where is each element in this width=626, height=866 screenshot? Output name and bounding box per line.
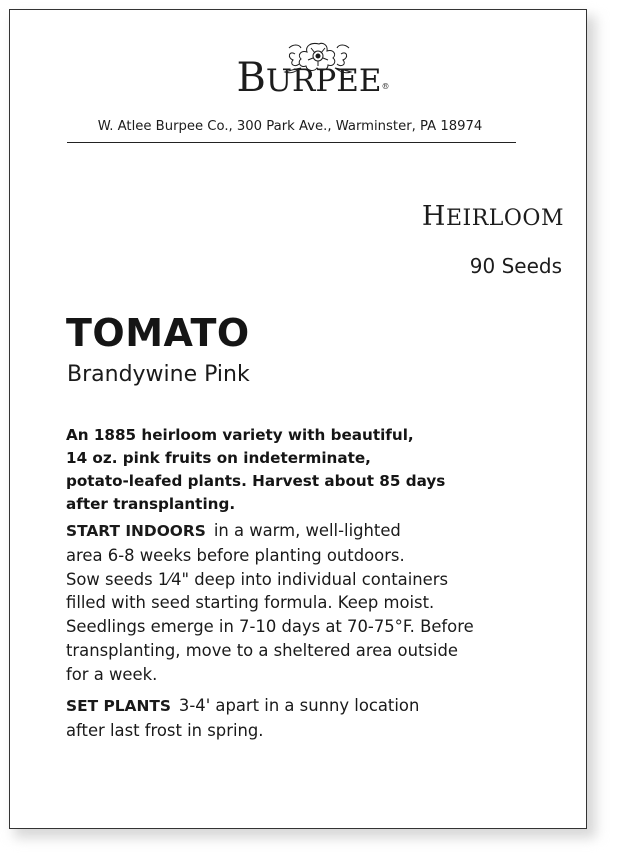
set-plants-text: 3-4' apart in a sunny location <box>178 696 420 715</box>
set-plants-section <box>66 694 546 743</box>
heirloom-cap: H <box>421 201 446 232</box>
start-indoors-line: Seedlings emerge in 7-10 days at 70-75°F. Before <box>66 617 474 637</box>
description-line: after transplanting. <box>66 495 236 513</box>
set-plants-heading: SET PLANTS <box>66 697 171 715</box>
set-plants-line: after last frost in spring. <box>66 720 264 740</box>
header-divider <box>67 142 516 143</box>
description-line: 14 oz. pink fruits on indeterminate, <box>66 449 371 467</box>
brand-first-letter: B <box>236 55 266 101</box>
start-indoors-first-line <box>66 519 546 544</box>
company-address: W. Atlee Burpee Co., 300 Park Ave., Warminster, PA 18974 <box>97 119 483 134</box>
start-indoors-text: in a warm, well-lighted <box>213 521 401 540</box>
start-indoors-section <box>66 519 546 687</box>
start-indoors-line: for a week. <box>66 664 158 684</box>
seed-count: 90 Seeds <box>469 254 562 278</box>
product-title: TOMATO <box>66 311 250 355</box>
start-indoors-line: Sow seeds 1⁄4" deep into individual containers <box>66 569 449 589</box>
brand-rest: URPEE <box>265 63 382 99</box>
product-variety: Brandywine Pink <box>67 362 250 387</box>
product-description <box>66 424 536 516</box>
registered-mark: ® <box>381 82 390 91</box>
set-plants-first-line <box>66 694 546 719</box>
start-indoors-line: filled with seed starting formula. Keep moist. <box>66 593 435 613</box>
heirloom-rest: EIRLOOM <box>445 206 564 231</box>
start-indoors-line: transplanting, move to a sheltered area outside <box>66 640 458 660</box>
description-line: An 1885 heirloom variety with beautiful, <box>66 426 414 444</box>
start-indoors-line: area 6-8 weeks before planting outdoors. <box>66 545 405 565</box>
heirloom-label <box>422 203 564 230</box>
start-indoors-heading: START INDOORS <box>66 522 206 540</box>
description-line: potato-leafed plants. Harvest about 85 days <box>66 472 446 490</box>
brand-logo <box>0 55 626 101</box>
